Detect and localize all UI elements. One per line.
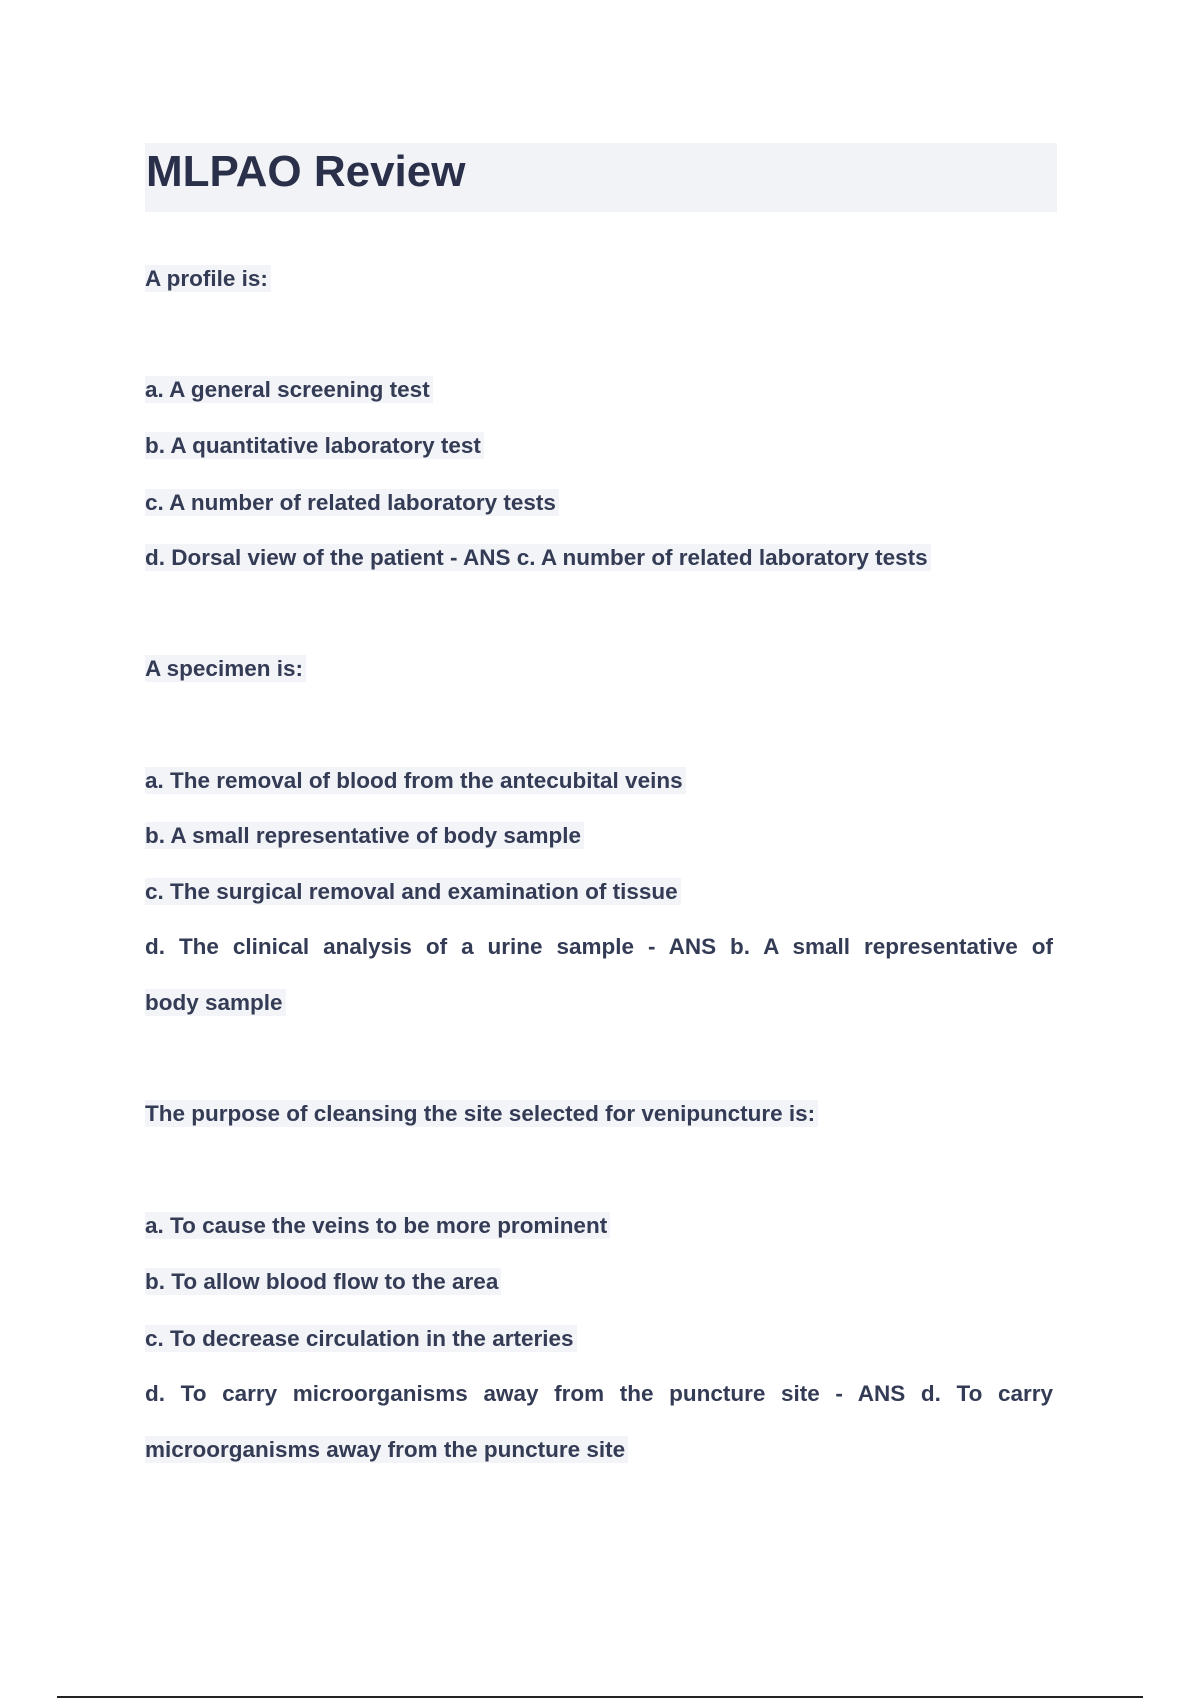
page-title: MLPAO Review [146,147,466,196]
question-2-option-d-answer: d. The clinical analysis of a urine sample - ANS b. A small representative of [145,934,1053,959]
question-1-prompt: A profile is: [145,264,271,294]
question-1-option-c: c. A number of related laboratory tests [145,488,559,518]
question-3-option-c: c. To decrease circulation in the arteries [145,1324,577,1354]
question-2-option-b: b. A small representative of body sample [145,821,584,851]
question-1-option-b: b. A quantitative laboratory test [145,431,484,461]
question-2-option-c: c. The surgical removal and examination of tissue [145,877,681,907]
question-3-answer-continuation: microorganisms away from the puncture site [145,1435,628,1465]
question-1-option-a: a. A general screening test [145,375,433,405]
question-3-prompt: The purpose of cleansing the site selected for venipuncture is: [145,1099,818,1129]
question-2-prompt: A specimen is: [145,654,306,684]
question-3-option-a: a. To cause the veins to be more prominent [145,1211,610,1241]
question-2-answer-continuation: body sample [145,988,286,1018]
question-1-option-d-answer: d. Dorsal view of the patient - ANS c. A number of related laboratory tests [145,543,931,573]
footer-divider [57,1696,1143,1698]
question-2-option-a: a. The removal of blood from the antecubital veins [145,766,686,796]
question-3-option-b: b. To allow blood flow to the area [145,1267,501,1297]
question-3-option-d-answer: d. To carry microorganisms away from the puncture site - ANS d. To carry [145,1381,1053,1406]
